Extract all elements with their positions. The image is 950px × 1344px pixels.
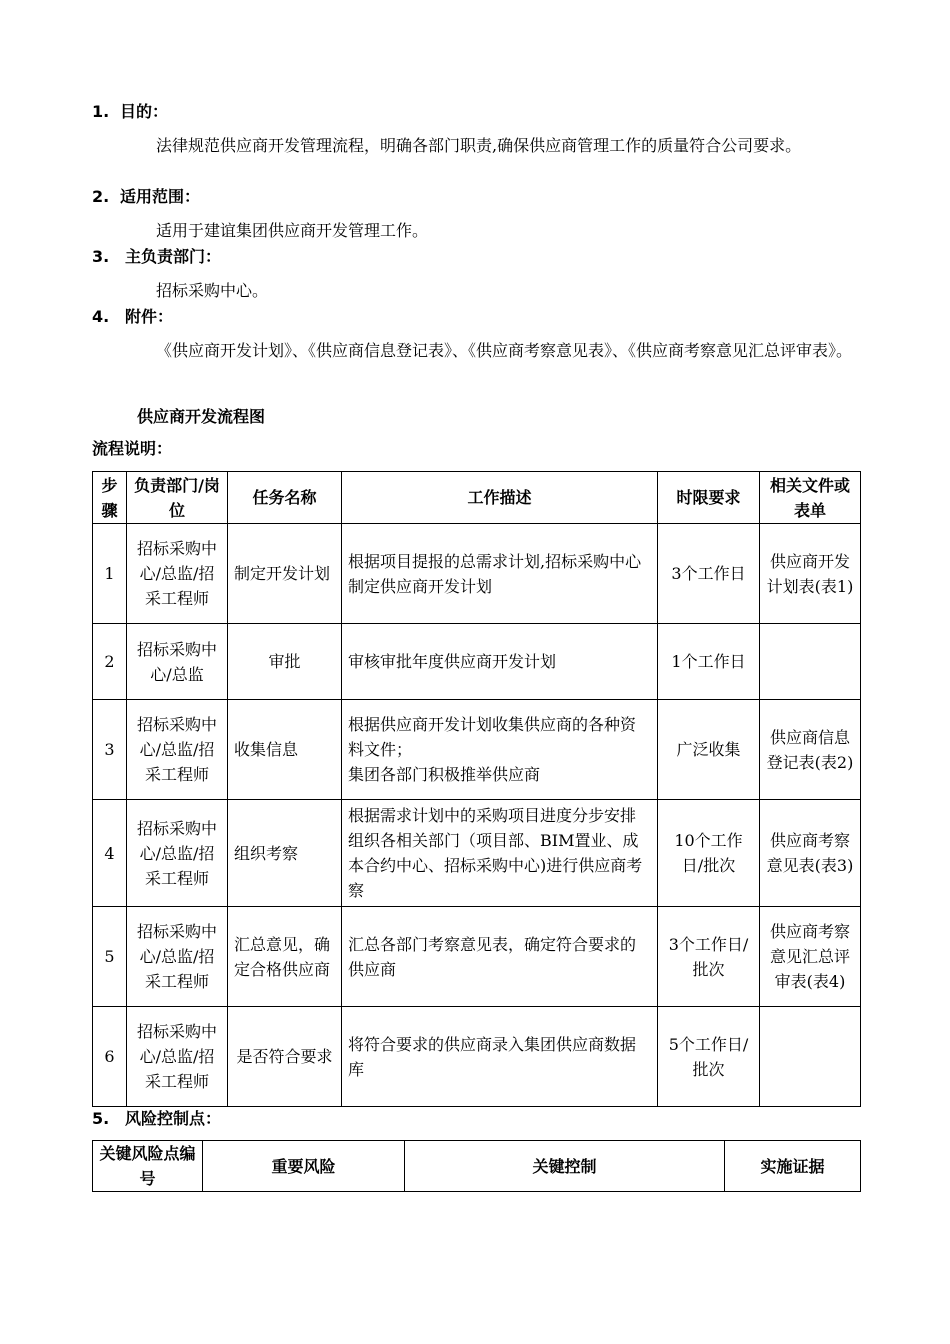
section-number: 5.: [92, 1109, 110, 1128]
table-row: [93, 700, 861, 800]
header-document: 相关文件或表单: [760, 472, 861, 524]
task-cell: 组织考察: [228, 800, 342, 907]
header-time: 时限要求: [658, 472, 760, 524]
dept-cell: 招标采购中心/总监/招采工程师: [127, 800, 228, 907]
header-dept: 负责部门/岗位: [127, 472, 228, 524]
dept-cell: 招标采购中心/总监: [127, 624, 228, 700]
section-number: 1.: [92, 102, 110, 121]
time-cell: 广泛收集: [658, 700, 760, 800]
step-cell: 1: [93, 524, 127, 624]
section-title: 风险控制点：: [125, 1109, 222, 1128]
section-attach-heading: [92, 305, 173, 329]
dept-cell: 招标采购中心/总监/招采工程师: [127, 1007, 228, 1107]
task-cell: 是否符合要求: [228, 1007, 342, 1107]
time-cell: 5个工作日/批次: [658, 1007, 760, 1107]
task-cell: 汇总意见，确定合格供应商: [228, 907, 342, 1007]
task-cell: 收集信息: [228, 700, 342, 800]
dept-cell: 招标采购中心/总监/招采工程师: [127, 700, 228, 800]
description-cell: 根据需求计划中的采购项目进度分步安排组织各相关部门（项目部、BIM置业、成本合约中心、招标采购中心)进行供应商考察: [342, 800, 658, 907]
section-title: 附件：: [125, 307, 174, 326]
time-cell: 10个工作日/批次: [658, 800, 760, 907]
process-table: [92, 471, 861, 1107]
description-cell: 审核审批年度供应商开发计划: [342, 624, 658, 700]
description-cell: 汇总各部门考察意见表，确定符合要求的供应商: [342, 907, 658, 1007]
document-cell: 供应商考察意见表(表3): [760, 800, 861, 907]
header-task: 任务名称: [228, 472, 342, 524]
flow-chart-title: 供应商开发流程图: [137, 407, 266, 426]
header-evidence: 实施证据: [725, 1141, 861, 1192]
flow-description-label: 流程说明：: [92, 439, 173, 458]
header-risk-id: 关键风险点编号: [93, 1141, 203, 1192]
table-row: [93, 907, 861, 1007]
header-step: 步骤: [93, 472, 127, 524]
step-cell: 5: [93, 907, 127, 1007]
description-cell: 根据供应商开发计划收集供应商的各种资料文件； 集团各部门积极推举供应商: [342, 700, 658, 800]
section-scope-heading: [92, 185, 200, 209]
table-row: [93, 624, 861, 700]
time-cell: 3个工作日: [658, 524, 760, 624]
dept-cell: 招标采购中心/总监/招采工程师: [127, 907, 228, 1007]
time-cell: 3个工作日/批次: [658, 907, 760, 1007]
section-number: 3.: [92, 247, 110, 266]
section-dept-text: 招标采购中心。: [156, 281, 269, 300]
table-row: [93, 524, 861, 624]
time-cell: 1个工作日: [658, 624, 760, 700]
section-title: 适用范围：: [120, 187, 201, 206]
task-cell: 审批: [228, 624, 342, 700]
table-row: [93, 1007, 861, 1107]
document-cell: 供应商信息登记表(表2): [760, 700, 861, 800]
step-cell: 2: [93, 624, 127, 700]
section-number: 2.: [92, 187, 110, 206]
step-cell: 6: [93, 1007, 127, 1107]
document-cell: 供应商考察意见汇总评审表(表4): [760, 907, 861, 1007]
header-major-risk: 重要风险: [203, 1141, 405, 1192]
table-header-row: [93, 472, 861, 524]
section-purpose-text: 法律规范供应商开发管理流程，明确各部门职责,确保供应商管理工作的质量符合公司要求。: [156, 136, 802, 155]
section-title: 主负责部门：: [125, 247, 222, 266]
header-description: 工作描述: [342, 472, 658, 524]
section-number: 4.: [92, 307, 110, 326]
table-header-row: [93, 1141, 861, 1192]
section-attach-text: 《供应商开发计划》、《供应商信息登记表》、《供应商考察意见表》、《供应商考察意见汇总评审表》。: [156, 341, 853, 360]
section-scope-text: 适用于建谊集团供应商开发管理工作。: [156, 221, 429, 240]
section-title: 目的：: [120, 102, 169, 121]
description-cell: 根据项目提报的总需求计划,招标采购中心制定供应商开发计划: [342, 524, 658, 624]
section-dept-heading: [92, 245, 221, 269]
step-cell: 3: [93, 700, 127, 800]
task-cell: 制定开发计划: [228, 524, 342, 624]
risk-control-table: [92, 1140, 861, 1192]
header-key-control: 关键控制: [405, 1141, 725, 1192]
step-cell: 4: [93, 800, 127, 907]
dept-cell: 招标采购中心/总监/招采工程师: [127, 524, 228, 624]
document-cell: 供应商开发计划表(表1): [760, 524, 861, 624]
description-cell: 将符合要求的供应商录入集团供应商数据库: [342, 1007, 658, 1107]
document-cell: [760, 1007, 861, 1107]
document-cell: [760, 624, 861, 700]
table-row: [93, 800, 861, 907]
section-purpose-heading: [92, 100, 168, 124]
section-risk-heading: [92, 1107, 221, 1131]
